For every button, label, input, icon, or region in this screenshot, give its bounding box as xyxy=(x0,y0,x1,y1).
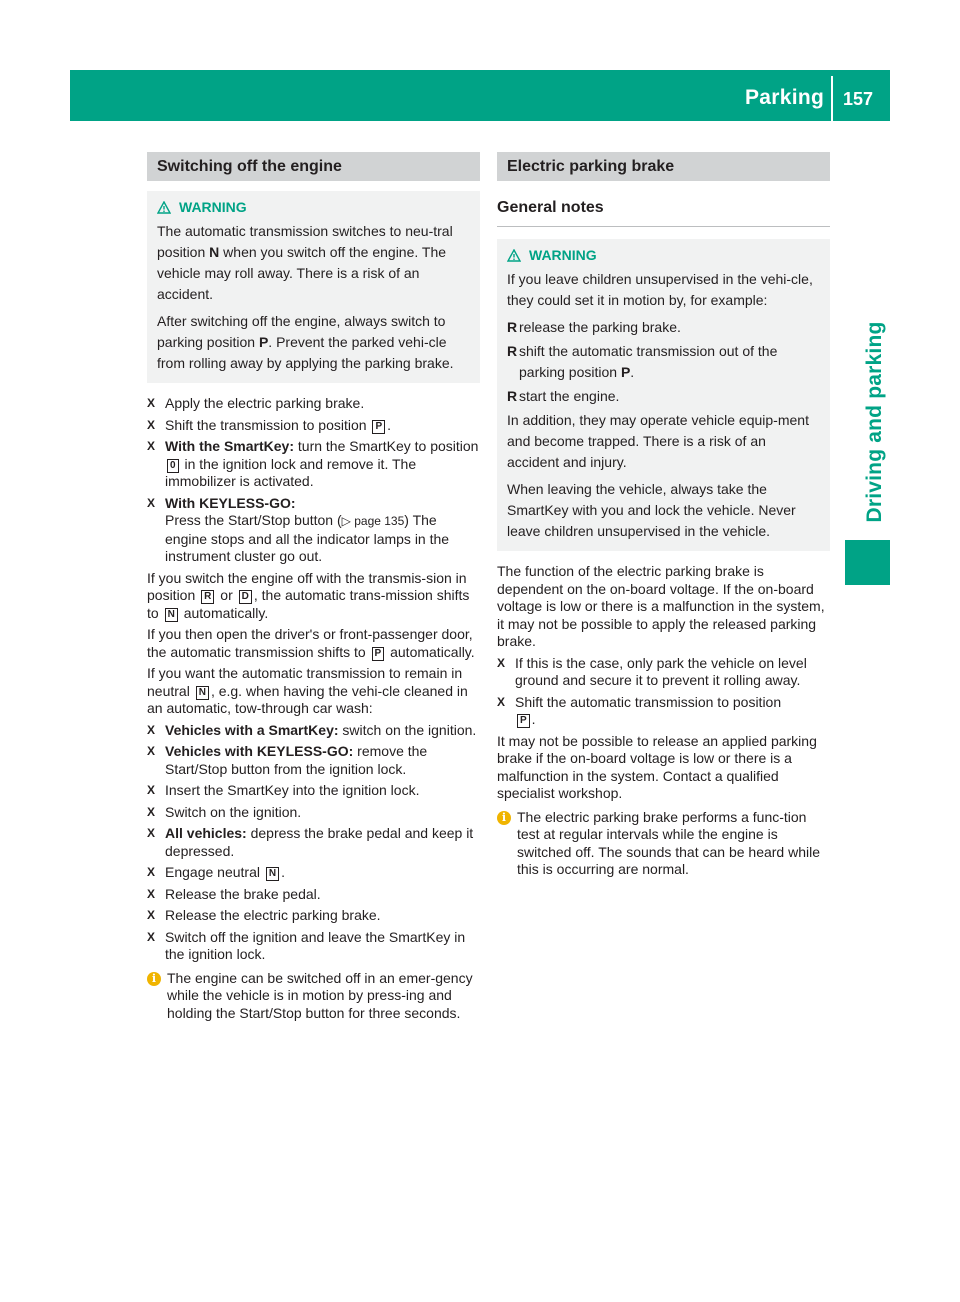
step-arrow-icon: X xyxy=(147,744,156,758)
bullet-item: R release the parking brake. xyxy=(507,317,820,338)
body-text: The function of the electric parking brake is dependent on the on-board voltage. If the on-board voltage is low or there is a malfunction in the system, it may not be possible to apply the released parking brake. xyxy=(497,563,825,649)
subheading-general-notes: General notes xyxy=(497,191,830,227)
header-divider xyxy=(831,76,833,121)
side-tab-label: Driving and parking xyxy=(863,321,886,523)
warning-header xyxy=(157,199,470,215)
step-arrow-icon: X xyxy=(147,783,156,797)
bullet-icon: R xyxy=(507,319,518,335)
step-arrow-icon: X xyxy=(147,886,156,901)
step-arrow-icon: X xyxy=(147,417,156,432)
instruction-step: X If this is the case, only park the vehicle on level ground and secure it to prevent it rolling away. xyxy=(497,654,807,688)
step-arrow-icon: X xyxy=(497,694,506,709)
warning-triangle-icon xyxy=(157,201,171,214)
step-arrow-icon: X xyxy=(497,655,506,670)
instruction-step: X Shift the automatic transmission to position P . xyxy=(497,693,782,727)
instruction-step: X Engage neutral N . xyxy=(147,864,285,880)
warning-text: If you leave children unsupervised in the vehi-cle, they could set it in motion by, for example: xyxy=(507,271,813,308)
step-arrow-icon: X xyxy=(147,495,156,510)
info-icon: i xyxy=(147,972,161,986)
step-arrow-icon: X xyxy=(147,439,156,453)
warning-box xyxy=(147,191,480,383)
warning-triangle-icon xyxy=(507,249,521,262)
side-tab-block xyxy=(845,540,890,585)
left-column xyxy=(147,152,480,1022)
step-arrow-icon: X xyxy=(147,865,156,879)
section-title-switching-off: Switching off the engine xyxy=(147,152,480,181)
warning-text: When leaving the vehicle, always take the SmartKey with you and lock the vehicle. Never leave children unsupervised in the vehicle. xyxy=(507,481,796,539)
step-arrow-icon: X xyxy=(147,804,156,819)
instruction-step: X Apply the electric parking brake. xyxy=(147,395,365,411)
instruction-step: X Release the brake pedal. xyxy=(147,885,321,902)
step-arrow-icon: X xyxy=(147,396,156,410)
gear-key: P xyxy=(372,420,385,434)
page-number: 157 xyxy=(843,89,874,109)
right-column xyxy=(497,152,830,879)
body-text: If you want the automatic transmission to remain in neutral N , e.g. when having the vehi-cle cleaned in an automatic, tow-through car wash: xyxy=(147,665,468,716)
body-text: If you then open the driver's or front-passenger door, the automatic transmission shifts to P automatically. xyxy=(147,626,475,660)
bullet-icon: R xyxy=(507,343,518,359)
side-tab xyxy=(845,310,905,535)
body-text: It may not be possible to release an applied parking brake if the on-board voltage is low or there is a malfunction in the system. Contact a qualified specialist workshop. xyxy=(497,732,817,801)
key-position: 0 xyxy=(167,459,179,473)
info-note: i The engine can be switched off in an emer-gency while the vehicle is in motion by press-ing and holding the Start/Stop button for three seconds. xyxy=(147,970,480,1023)
info-note: i The electric parking brake performs a func-tion test at regular intervals while the engine is switched off. The sounds that can be heard while this is occurring are normal. xyxy=(497,809,830,879)
step-arrow-icon: X xyxy=(147,826,156,840)
instruction-step: X Release the electric parking brake. xyxy=(147,907,381,923)
instruction-step: X Switch on the ignition. xyxy=(147,803,302,820)
warning-box xyxy=(497,239,830,551)
warning-text: In addition, they may operate vehicle equip-ment and become trapped. There is a risk of an accident and injury. xyxy=(507,412,809,470)
warning-text: After switching off the engine, always switch to parking position P. Prevent the parked vehi-cle from rolling away by applying the parking brake. xyxy=(157,313,454,371)
instruction-step: X Switch off the ignition and leave the SmartKey in the ignition lock. xyxy=(147,928,466,962)
step-arrow-icon: X xyxy=(147,929,156,944)
section-title-parking-brake: Electric parking brake xyxy=(497,152,830,181)
instruction-step: X Vehicles with a SmartKey: switch on the ignition. xyxy=(147,721,477,738)
instruction-step: X Insert the SmartKey into the ignition lock. xyxy=(147,782,420,798)
instruction-step: X Vehicles with KEYLESS-GO: remove the Start/Stop button from the ignition lock. xyxy=(147,743,428,777)
warning-label: WARNING xyxy=(179,199,247,215)
bullet-icon: R xyxy=(507,388,518,404)
instruction-step: X Shift the transmission to position P . xyxy=(147,416,391,433)
page-header-title: Parking xyxy=(745,86,825,109)
body-text: If you switch the engine off with the transmis-sion in position R or D , the automatic trans-mission shifts to N automatically. xyxy=(147,569,470,621)
bullet-item: R start the engine. xyxy=(507,386,820,407)
step-arrow-icon: X xyxy=(147,908,156,922)
step-arrow-icon: X xyxy=(147,722,156,737)
instruction-step: X With KEYLESS-GO: Press the Start/Stop button (▷ page 135) The engine stops and all the indicator lamps in the instrument cluster go out. xyxy=(147,494,450,564)
warning-text: The automatic transmission switches to neu-tral position N when you switch off the engine. The vehicle may roll away. There is a risk of an accident. xyxy=(157,223,453,302)
instruction-step: X All vehicles: depress the brake pedal and keep it depressed. xyxy=(147,825,474,859)
warning-label: WARNING xyxy=(529,247,597,263)
instruction-step: X With the SmartKey: turn the SmartKey to position 0 in the ignition lock and remove it. The immobilizer is activated. xyxy=(147,438,479,489)
bullet-item: R shift the automatic transmission out of the parking position P. xyxy=(507,341,820,383)
warning-header xyxy=(507,247,820,263)
info-icon: i xyxy=(497,811,511,825)
page-reference[interactable]: ▷ page 135 xyxy=(341,514,405,528)
